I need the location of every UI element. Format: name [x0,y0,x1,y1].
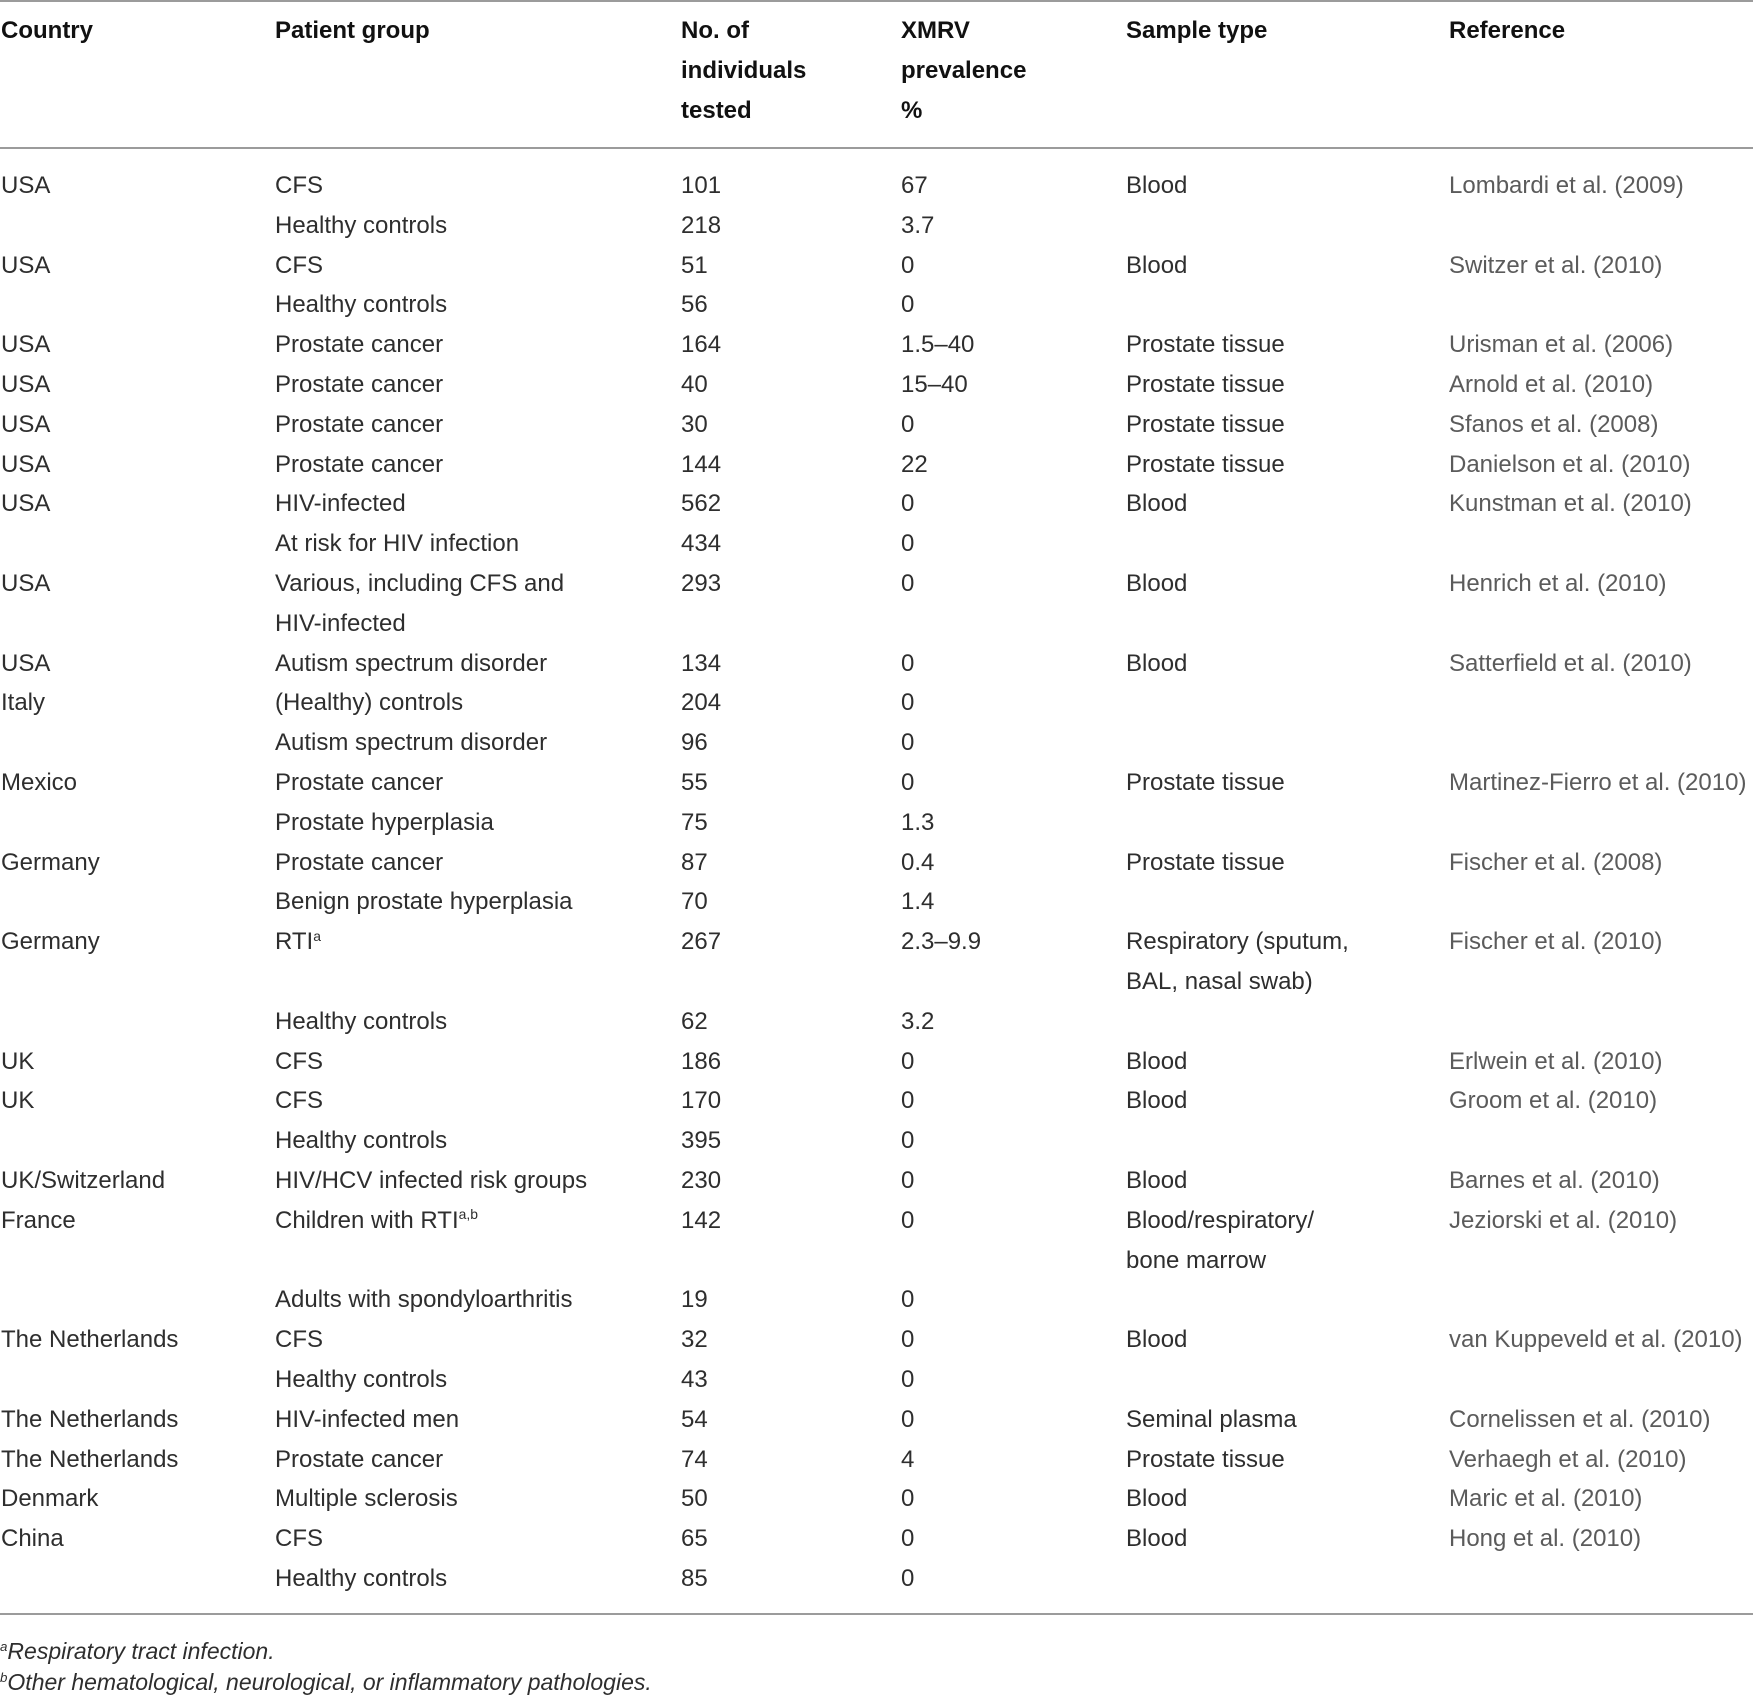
reference-cell: Verhaegh et al. (2010) [1449,1445,1687,1473]
patient-group-text: CFS [275,172,323,199]
country-cell [1,882,275,922]
reference-cell: Arnold et al. (2010) [1449,370,1654,398]
country-cell: UK [1,1047,35,1075]
reference-cell: Henrich et al. (2010) [1449,569,1667,597]
xmrv-prevalence-cell: 0 [901,1166,915,1194]
country-cell: Italy [1,689,46,717]
reference-cell [1449,723,1753,763]
sample-type-cell: Blood [1126,1166,1188,1194]
patient-group-cell [275,1440,681,1480]
sample-type-cell: Blood [1126,649,1188,677]
sample-type-cell [1126,1360,1449,1400]
table-row [0,843,1753,883]
sample-type-cell: Prostate tissue [1126,331,1285,359]
reference-cell: Fischer et al. (2010) [1449,928,1663,956]
country-cell: UK/Switzerland [1,1166,166,1194]
country-cell [1,285,275,325]
header-rule [0,147,1753,149]
sample-type-cell: Blood [1126,1047,1188,1075]
sample-type-cell: Prostate tissue [1126,410,1285,438]
table-row [0,1121,1753,1161]
xmrv-prevalence-cell: 0 [901,1525,915,1553]
patient-group-cell [275,206,681,246]
reference-cell: Urisman et al. (2006) [1449,331,1674,359]
sample-type-cell: Prostate tissue [1126,450,1285,478]
reference-cell [1449,285,1753,325]
country-cell: Denmark [1,1485,99,1513]
patient-group-cell [275,1201,681,1281]
reference-cell [1449,1002,1753,1042]
individuals-tested-cell: 218 [681,211,722,239]
individuals-tested-cell: 85 [681,1564,708,1592]
bottom-rule [0,1613,1753,1615]
table-row [0,325,1753,365]
reference-cell: Cornelissen et al. (2010) [1449,1405,1711,1433]
reference-cell [1449,803,1753,843]
table-row [0,683,1753,723]
reference-cell [1449,1559,1753,1599]
country-cell: Mexico [1,768,78,796]
table-row [0,1320,1753,1360]
xmrv-prevalence-cell: 0 [901,1286,915,1314]
patient-group-text: Prostate cancer [275,450,444,478]
sample-type-cell: Prostate tissue [1126,848,1285,876]
sample-type-cell: Seminal plasma [1126,1405,1297,1433]
patient-group-cell [275,1081,681,1121]
sample-type-cell [1126,524,1449,564]
patient-group-text: Prostate hyperplasia [275,808,494,836]
patient-group-cell [275,405,681,445]
table-row [0,1519,1753,1559]
reference-cell: van Kuppeveld et al. (2010) [1449,1326,1743,1354]
patient-group-text: Healthy controls [275,1564,448,1592]
sample-type-cell: Blood/respiratory/ bone marrow [1126,1206,1315,1274]
reference-cell: Hong et al. (2010) [1449,1525,1642,1553]
individuals-tested-cell: 75 [681,808,708,836]
patient-group-cell [275,683,681,723]
xmrv-prevalence-cell: 0 [901,1365,915,1393]
individuals-tested-cell: 134 [681,649,722,677]
individuals-tested-cell: 230 [681,1166,722,1194]
table-row [0,1002,1753,1042]
sample-type-cell: Blood [1126,1326,1188,1354]
reference-cell: Danielson et al. (2010) [1449,450,1691,478]
patient-group-cell [275,1360,681,1400]
sample-type-cell: Blood [1126,172,1188,199]
country-cell [1,524,275,564]
individuals-tested-cell: 267 [681,928,722,956]
xmrv-prevalence-cell: 0 [901,689,915,717]
xmrv-prevalence-cell: 0 [901,1485,915,1513]
patient-group-cell [275,803,681,843]
individuals-tested-cell: 562 [681,490,722,518]
patient-group-cell [275,246,681,286]
patient-group-text: CFS [275,1087,323,1115]
patient-group-cell [275,882,681,922]
reference-cell: Satterfield et al. (2010) [1449,649,1692,677]
patient-group-cell [275,285,681,325]
individuals-tested-cell: 164 [681,331,722,359]
country-cell [1,1002,275,1042]
sample-type-cell [1126,723,1449,763]
table-row [0,484,1753,524]
table-row [0,723,1753,763]
patient-group-cell [275,484,681,524]
reference-cell: Fischer et al. (2008) [1449,848,1663,876]
patient-group-cell [275,1280,681,1320]
patient-group-cell [275,166,681,206]
xmrv-prevalence-cell: 22 [901,450,928,478]
reference-cell [1449,524,1753,564]
patient-group-text: CFS [275,1047,323,1075]
table-row [0,405,1753,445]
individuals-tested-cell: 144 [681,450,722,478]
sample-type-cell [1126,285,1449,325]
footnote-reference-marker: a,b [458,1206,478,1223]
xmrv-prevalence-cell: 0 [901,649,915,677]
country-cell: The Netherlands [1,1445,179,1473]
xmrv-prevalence-cell: 0 [901,1206,915,1234]
reference-cell: Sfanos et al. (2008) [1449,410,1659,438]
xmrv-prevalence-cell: 0 [901,1127,915,1155]
country-cell: USA [1,331,51,359]
patient-group-cell [275,644,681,684]
xmrv-prevalence-cell: 0 [901,1564,915,1592]
patient-group-cell [275,564,681,644]
sample-type-cell [1126,803,1449,843]
reference-cell [1449,1280,1753,1320]
individuals-tested-cell: 434 [681,530,722,558]
patient-group-cell [275,1121,681,1161]
patient-group-text: Benign prostate hyperplasia [275,888,573,916]
table-row [0,166,1753,206]
footnote-marker: b [0,1669,8,1685]
header-patient-group: Patient group [275,17,430,44]
sample-type-cell: Prostate tissue [1126,768,1285,796]
table-row [0,1161,1753,1201]
individuals-tested-cell: 43 [681,1365,708,1393]
individuals-tested-cell: 54 [681,1405,708,1433]
country-cell: USA [1,172,51,199]
reference-cell: Maric et al. (2010) [1449,1485,1643,1513]
xmrv-prevalence-cell: 0 [901,251,915,279]
country-cell: UK [1,1087,35,1115]
reference-cell: Switzer et al. (2010) [1449,251,1663,279]
patient-group-cell [275,1400,681,1440]
table-row [0,1440,1753,1480]
individuals-tested-cell: 62 [681,1007,708,1035]
xmrv-prevalence-cell: 0 [901,1326,915,1354]
xmrv-prevalence-cell: 15–40 [901,370,968,398]
reference-cell: Barnes et al. (2010) [1449,1166,1660,1194]
individuals-tested-cell: 70 [681,888,708,916]
footnote-reference-marker: a [313,927,321,944]
sample-type-cell [1126,882,1449,922]
patient-group-cell [275,1320,681,1360]
country-cell: Germany [1,928,100,956]
table-row [0,922,1753,1002]
xmrv-prevalence-cell: 0 [901,569,915,597]
country-cell [1,1360,275,1400]
sample-type-cell: Respiratory (sputum, BAL, nasal swab) [1126,928,1349,995]
patient-group-cell [275,325,681,365]
sample-type-cell: Prostate tissue [1126,370,1285,398]
xmrv-prevalence-cell: 2.3–9.9 [901,928,982,956]
individuals-tested-cell: 87 [681,848,708,876]
reference-cell: Groom et al. (2010) [1449,1087,1658,1115]
patient-group-cell [275,365,681,405]
country-cell: USA [1,410,51,438]
patient-group-cell [275,922,681,1002]
patient-group-text: Healthy controls [275,1127,448,1155]
table-row [0,206,1753,246]
country-cell: Germany [1,848,100,876]
xmrv-prevalence-cell: 0.4 [901,848,935,876]
country-cell [1,723,275,763]
xmrv-prevalence-cell: 1.3 [901,808,935,836]
country-cell [1,803,275,843]
patient-group-text: HIV-infected men [275,1405,460,1433]
individuals-tested-cell: 65 [681,1525,708,1553]
xmrv-prevalence-cell: 1.4 [901,888,935,916]
reference-cell: Jeziorski et al. (2010) [1449,1206,1678,1234]
patient-group-text: Autism spectrum disorder [275,729,548,757]
country-cell: The Netherlands [1,1405,179,1433]
individuals-tested-cell: 30 [681,410,708,438]
table-row [0,285,1753,325]
header-xmrv-prevalence: XMRV prevalence % [901,17,1027,124]
xmrv-prevalence-cell: 1.5–40 [901,331,975,359]
patient-group-text: At risk for HIV infection [275,530,520,558]
patient-group-cell [275,1479,681,1519]
sample-type-cell: Prostate tissue [1126,1445,1285,1473]
individuals-tested-cell: 96 [681,729,708,757]
table-row [0,882,1753,922]
patient-group-cell [275,1002,681,1042]
patient-group-cell [275,763,681,803]
xmrv-prevalence-cell: 0 [901,530,915,558]
sample-type-cell [1126,1121,1449,1161]
table-row [0,445,1753,485]
individuals-tested-cell: 395 [681,1127,722,1155]
xmrv-prevalence-cell: 0 [901,1087,915,1115]
country-cell: China [1,1525,64,1553]
country-cell: USA [1,649,51,677]
sample-type-cell [1126,683,1449,723]
table-body [0,166,1753,1599]
xmrv-prevalence-cell: 0 [901,1047,915,1075]
footnote-b [0,1667,1753,1698]
country-cell: The Netherlands [1,1326,179,1354]
xmrv-prevalence-cell: 0 [901,768,915,796]
sample-type-cell: Blood [1126,569,1188,597]
footnote-marker: a [0,1638,8,1654]
xmrv-prevalence-cell: 0 [901,291,915,319]
table-row [0,1081,1753,1121]
patient-group-text: Autism spectrum disorder [275,649,548,677]
patient-group-text: CFS [275,1326,323,1354]
patient-group-text: RTI [275,928,314,956]
sample-type-cell: Blood [1126,1525,1188,1553]
patient-group-cell [275,1161,681,1201]
patient-group-text: Healthy controls [275,291,448,319]
table-row [0,1280,1753,1320]
patient-group-cell [275,1519,681,1559]
patient-group-text: CFS [275,251,323,279]
patient-group-text: Prostate cancer [275,1445,444,1473]
xmrv-prevalence-cell: 0 [901,1405,915,1433]
country-cell: USA [1,450,51,478]
individuals-tested-cell: 74 [681,1445,708,1473]
reference-cell [1449,882,1753,922]
table-row [0,1042,1753,1082]
individuals-tested-cell: 142 [681,1206,722,1234]
individuals-tested-cell: 32 [681,1326,708,1354]
header-sample-type: Sample type [1126,17,1268,44]
header-reference: Reference [1449,17,1566,44]
sample-type-cell [1126,1002,1449,1042]
individuals-tested-cell: 40 [681,370,708,398]
individuals-tested-cell: 51 [681,251,708,279]
patient-group-text: HIV/HCV infected risk groups [275,1166,588,1194]
sample-type-cell: Blood [1126,251,1188,279]
country-cell [1,206,275,246]
top-rule [0,0,1753,2]
patient-group-text: HIV-infected [275,490,406,518]
xmrv-prevalence-cell: 0 [901,729,915,757]
table-header [0,11,1753,131]
table-row [0,644,1753,684]
footnote-a [0,1636,1753,1667]
xmrv-prevalence-cell: 3.2 [901,1007,935,1035]
reference-cell: Lombardi et al. (2009) [1449,172,1684,199]
xmrv-prevalence-cell: 3.7 [901,211,935,239]
sample-type-cell [1126,1280,1449,1320]
table-row [0,524,1753,564]
sample-type-cell [1126,206,1449,246]
reference-cell: Kunstman et al. (2010) [1449,490,1692,518]
patient-group-text: (Healthy) controls [275,689,464,717]
individuals-tested-cell: 19 [681,1286,708,1314]
country-cell [1,1559,275,1599]
footnote-text: Other hematological, neurological, or inflammatory pathologies. [7,1669,652,1695]
individuals-tested-cell: 55 [681,768,708,796]
country-cell [1,1280,275,1320]
reference-cell [1449,683,1753,723]
country-cell: USA [1,569,51,597]
xmrv-prevalence-cell: 67 [901,172,928,199]
individuals-tested-cell: 101 [681,172,722,199]
header-country: Country [1,17,93,44]
patient-group-cell [275,723,681,763]
patient-group-text: Healthy controls [275,211,448,239]
patient-group-text: Multiple sclerosis [275,1485,458,1513]
patient-group-cell [275,843,681,883]
table-row [0,1400,1753,1440]
patient-group-text: Prostate cancer [275,410,444,438]
table-row [0,1360,1753,1400]
table-row [0,1201,1753,1281]
patient-group-text: Prostate cancer [275,848,444,876]
table-row [0,803,1753,843]
header-individuals-tested: No. of individuals tested [681,17,807,124]
sample-type-cell: Blood [1126,1485,1188,1513]
individuals-tested-cell: 293 [681,569,722,597]
patient-group-text: Prostate cancer [275,370,444,398]
country-cell: USA [1,490,51,518]
table-footnotes [0,1636,1753,1698]
table-row [0,564,1753,644]
patient-group-cell [275,445,681,485]
country-cell [1,1121,275,1161]
sample-type-cell: Blood [1126,1087,1188,1115]
sample-type-cell [1126,1559,1449,1599]
individuals-tested-cell: 204 [681,689,722,717]
patient-group-cell [275,1559,681,1599]
xmrv-prevalence-cell: 4 [901,1445,915,1473]
individuals-tested-cell: 170 [681,1087,722,1115]
table-row [0,1479,1753,1519]
patient-group-text: Healthy controls [275,1365,448,1393]
patient-group-cell [275,524,681,564]
individuals-tested-cell: 50 [681,1485,708,1513]
country-cell: USA [1,370,51,398]
footnote-text: Respiratory tract infection. [7,1638,275,1664]
country-cell: France [1,1206,76,1234]
country-cell: USA [1,251,51,279]
table-row [0,763,1753,803]
table-row [0,246,1753,286]
table-row [0,365,1753,405]
patient-group-text: Prostate cancer [275,768,444,796]
table-row [0,1559,1753,1599]
xmrv-prevalence-cell: 0 [901,490,915,518]
individuals-tested-cell: 186 [681,1047,722,1075]
patient-group-text: CFS [275,1525,323,1553]
patient-group-text: Prostate cancer [275,331,444,359]
reference-cell [1449,1360,1753,1400]
reference-cell: Martinez-Fierro et al. (2010) [1449,768,1747,796]
patient-group-cell [275,1042,681,1082]
patient-group-text: Adults with spondyloarthritis [275,1286,573,1314]
xmrv-prevalence-cell: 0 [901,410,915,438]
reference-cell: Erlwein et al. (2010) [1449,1047,1663,1075]
patient-group-text: Children with RTI [275,1206,459,1234]
individuals-tested-cell: 56 [681,291,708,319]
patient-group-text: Various, including CFS and HIV-infected [275,569,565,637]
reference-cell [1449,206,1753,246]
patient-group-text: Healthy controls [275,1007,448,1035]
reference-cell [1449,1121,1753,1161]
sample-type-cell: Blood [1126,490,1188,518]
